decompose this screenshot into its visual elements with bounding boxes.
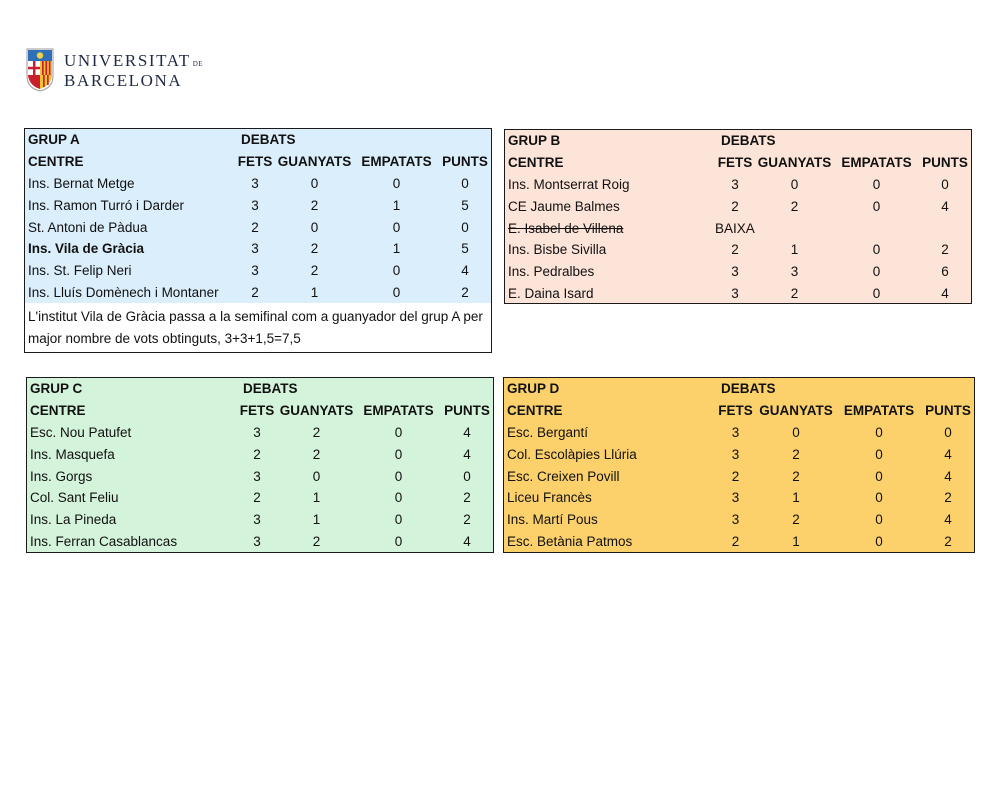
centre-header: CENTRE <box>28 154 84 170</box>
debats-header: DEBATS <box>721 133 776 149</box>
university-shield-icon <box>26 48 54 92</box>
group-d-panel <box>503 377 975 553</box>
punts-value: 2 <box>461 284 469 300</box>
guanyats-header: GUANYATS <box>277 154 352 170</box>
table-row <box>25 260 491 282</box>
centre-name: Ins. Ferran Casablancas <box>30 533 178 549</box>
fets-value: 3 <box>731 446 740 462</box>
guanyats-value: 0 <box>310 175 319 191</box>
centre-name: Ins. Bernat Metge <box>28 175 135 191</box>
centre-name: Esc. Nou Patufet <box>30 424 132 440</box>
fets-value: 3 <box>731 176 739 192</box>
group-d-title: GRUP D <box>507 381 560 397</box>
punts-value: 0 <box>463 468 471 484</box>
fets-header: FETS <box>718 403 753 419</box>
centre-name: Ins. Gorgs <box>30 468 93 484</box>
table-row <box>504 422 974 444</box>
guanyats-value: 2 <box>310 241 319 257</box>
empatats-value: 0 <box>872 242 881 258</box>
empatats-value: 0 <box>875 424 883 440</box>
guanyats-header: GUANYATS <box>757 155 832 171</box>
centre-name: Col. Sant Feliu <box>30 490 119 506</box>
fets-value: 2 <box>253 446 261 462</box>
centre-name: Col. Escolàpies Llúria <box>507 446 637 462</box>
group-a-title: GRUP A <box>28 132 80 148</box>
empatats-value: 0 <box>394 512 403 528</box>
guanyats-value: 2 <box>310 197 319 213</box>
group-c-title-row <box>27 378 493 400</box>
fets-value: 3 <box>253 512 261 528</box>
status-baixa: BAIXA <box>715 220 755 236</box>
centre-name: Ins. St. Felip Neri <box>28 263 132 279</box>
table-row <box>505 261 971 283</box>
punts-header: PUNTS <box>442 154 488 170</box>
table-row <box>27 422 493 444</box>
group-c-header-row <box>27 400 493 422</box>
punts-value: 5 <box>461 197 469 213</box>
fets-value: 3 <box>731 285 739 301</box>
table-row <box>505 195 971 217</box>
guanyats-value: 2 <box>312 446 321 462</box>
punts-value: 4 <box>944 468 952 484</box>
centre-name: Ins. Masquefa <box>30 446 115 462</box>
guanyats-value: 2 <box>312 533 321 549</box>
centre-header: CENTRE <box>508 155 564 171</box>
logo-university-text: UNIVERSITAT <box>64 50 191 70</box>
empatats-value: 0 <box>875 533 883 549</box>
group-a-table <box>25 129 491 303</box>
table-row <box>27 531 493 553</box>
empatats-value: 0 <box>392 284 401 300</box>
punts-value: 4 <box>941 198 949 214</box>
empatats-value: 0 <box>872 264 881 280</box>
debats-header: DEBATS <box>721 381 776 397</box>
empatats-value: 0 <box>872 176 881 192</box>
table-row <box>504 531 974 553</box>
debats-header: DEBATS <box>243 381 298 397</box>
punts-value: 2 <box>944 533 952 549</box>
guanyats-value: 0 <box>310 219 319 235</box>
centre-name: Ins. Pedralbes <box>508 264 595 280</box>
centre-name: Ins. Montserrat Roig <box>508 176 630 192</box>
punts-value: 4 <box>463 533 471 549</box>
logo-de-text: DE <box>192 59 204 68</box>
punts-value: 0 <box>461 219 469 235</box>
empatats-value: 1 <box>392 197 401 213</box>
table-row <box>25 216 491 238</box>
centre-header: CENTRE <box>507 403 563 419</box>
centre-name: Esc. Betània Patmos <box>507 533 633 549</box>
empatats-value: 0 <box>394 468 403 484</box>
centre-name: Ins. Bisbe Sivilla <box>508 242 607 258</box>
university-logo <box>26 47 203 93</box>
guanyats-value: 0 <box>790 176 799 192</box>
empatats-value: 0 <box>875 512 883 528</box>
empatats-value: 0 <box>394 446 403 462</box>
group-d-table <box>504 378 974 552</box>
guanyats-value: 1 <box>312 512 321 528</box>
empatats-value: 0 <box>875 446 883 462</box>
punts-value: 2 <box>944 490 952 506</box>
guanyats-value: 1 <box>792 533 800 549</box>
punts-value: 4 <box>463 424 471 440</box>
centre-name: Ins. Ramon Turró i Darder <box>28 197 185 213</box>
group-b-header-row <box>505 152 971 174</box>
fets-header: FETS <box>717 155 753 171</box>
empatats-value: 0 <box>392 263 401 279</box>
fets-value: 2 <box>731 533 740 549</box>
centre-name: Ins. Lluís Domènech i Montaner <box>28 284 219 300</box>
empatats-value: 0 <box>394 490 403 506</box>
table-row <box>27 509 493 531</box>
guanyats-value: 2 <box>792 512 800 528</box>
table-row <box>25 194 491 216</box>
centre-name: E. Daina Isard <box>508 285 594 301</box>
punts-value: 6 <box>941 264 949 280</box>
table-row <box>27 465 493 487</box>
empatats-value: 0 <box>875 468 883 484</box>
group-b-table <box>505 130 971 304</box>
guanyats-value: 1 <box>792 490 800 506</box>
guanyats-value: 2 <box>792 468 800 484</box>
fets-value: 2 <box>731 198 739 214</box>
table-row <box>25 282 491 304</box>
table-row <box>504 443 974 465</box>
group-c-title: GRUP C <box>30 381 83 397</box>
empatats-value: 0 <box>872 285 881 301</box>
fets-header: FETS <box>239 403 275 419</box>
table-row-winner <box>25 238 491 260</box>
group-a-header-row <box>25 151 491 173</box>
centre-name: E. Isabel de Villena <box>508 220 624 236</box>
table-row <box>504 509 974 531</box>
empatats-value: 0 <box>394 424 403 440</box>
punts-value: 0 <box>944 424 952 440</box>
fets-value: 3 <box>731 424 740 440</box>
punts-value: 4 <box>944 446 952 462</box>
punts-value: 4 <box>463 446 471 462</box>
empatats-value: 1 <box>392 241 401 257</box>
fets-value: 3 <box>253 533 261 549</box>
fets-header: FETS <box>237 154 273 170</box>
table-row <box>27 487 493 509</box>
table-row-withdrawn <box>505 217 971 239</box>
table-row <box>504 487 974 509</box>
punts-value: 0 <box>461 175 469 191</box>
guanyats-value: 2 <box>312 424 321 440</box>
centre-name: Esc. Bergantí <box>507 424 589 440</box>
empatats-value: 0 <box>875 490 883 506</box>
guanyats-value: 1 <box>310 284 319 300</box>
punts-header: PUNTS <box>922 155 968 171</box>
punts-value: 2 <box>463 490 471 506</box>
empatats-header: EMPATATS <box>361 154 432 170</box>
guanyats-value: 2 <box>310 263 319 279</box>
punts-value: 5 <box>461 241 469 257</box>
fets-value: 2 <box>731 468 740 484</box>
group-d-header-row <box>504 400 974 422</box>
punts-value: 2 <box>463 512 471 528</box>
fets-value: 3 <box>251 263 259 279</box>
fets-value: 3 <box>253 424 261 440</box>
group-a-title-row <box>25 129 491 151</box>
punts-header: PUNTS <box>925 403 971 419</box>
table-row <box>505 174 971 196</box>
fets-value: 3 <box>251 197 259 213</box>
punts-value: 2 <box>941 242 949 258</box>
centre-name: Ins. Vila de Gràcia <box>28 241 145 257</box>
group-c-table <box>27 378 493 552</box>
group-b-panel <box>504 129 972 304</box>
guanyats-value: 2 <box>790 198 799 214</box>
guanyats-value: 0 <box>792 424 800 440</box>
punts-value: 4 <box>941 285 949 301</box>
fets-value: 2 <box>251 219 259 235</box>
empatats-value: 0 <box>392 175 401 191</box>
table-row <box>27 443 493 465</box>
guanyats-value: 2 <box>792 446 800 462</box>
centre-name: CE Jaume Balmes <box>508 198 620 214</box>
table-row <box>504 465 974 487</box>
fets-value: 3 <box>251 175 259 191</box>
guanyats-header: GUANYATS <box>759 403 833 419</box>
punts-header: PUNTS <box>444 403 490 419</box>
fets-value: 3 <box>731 264 739 280</box>
group-b-title-row <box>505 130 971 152</box>
fets-value: 2 <box>253 490 261 506</box>
centre-name: St. Antoni de Pàdua <box>28 219 148 235</box>
fets-value: 2 <box>251 284 259 300</box>
group-a-note: L'institut Vila de Gràcia passa a la semifinal com a guanyador del grup A per major nombre de vots obtinguts, 3+3+1,5=7,5 <box>25 303 491 352</box>
table-row <box>505 239 971 261</box>
punts-value: 4 <box>461 263 469 279</box>
guanyats-value: 1 <box>312 490 321 506</box>
group-b-title: GRUP B <box>508 133 561 149</box>
guanyats-value: 2 <box>790 285 799 301</box>
fets-value: 2 <box>731 242 739 258</box>
table-row <box>505 283 971 305</box>
empatats-header: EMPATATS <box>363 403 434 419</box>
punts-value: 4 <box>944 512 952 528</box>
empatats-value: 0 <box>394 533 403 549</box>
group-d-title-row <box>504 378 974 400</box>
fets-value: 3 <box>731 512 740 528</box>
group-a-panel <box>24 128 492 353</box>
guanyats-value: 0 <box>312 468 321 484</box>
centre-name: Liceu Francès <box>507 490 592 506</box>
punts-value: 0 <box>941 176 949 192</box>
fets-value: 3 <box>731 490 740 506</box>
centre-name: Ins. La Pineda <box>30 512 117 528</box>
fets-value: 3 <box>251 241 259 257</box>
empatats-value: 0 <box>872 198 881 214</box>
debats-header: DEBATS <box>241 132 296 148</box>
guanyats-value: 3 <box>790 264 799 280</box>
centre-name: Ins. Martí Pous <box>507 512 598 528</box>
empatats-value: 0 <box>392 219 401 235</box>
fets-value: 3 <box>253 468 261 484</box>
guanyats-value: 1 <box>790 242 799 258</box>
centre-name: Esc. Creixen Povill <box>507 468 620 484</box>
centre-header: CENTRE <box>30 403 86 419</box>
table-row <box>25 173 491 195</box>
logo-barcelona-text: BARCELONA <box>64 70 183 90</box>
group-c-panel <box>26 377 494 553</box>
empatats-header: EMPATATS <box>841 155 912 171</box>
guanyats-header: GUANYATS <box>279 403 354 419</box>
empatats-header: EMPATATS <box>843 403 915 419</box>
